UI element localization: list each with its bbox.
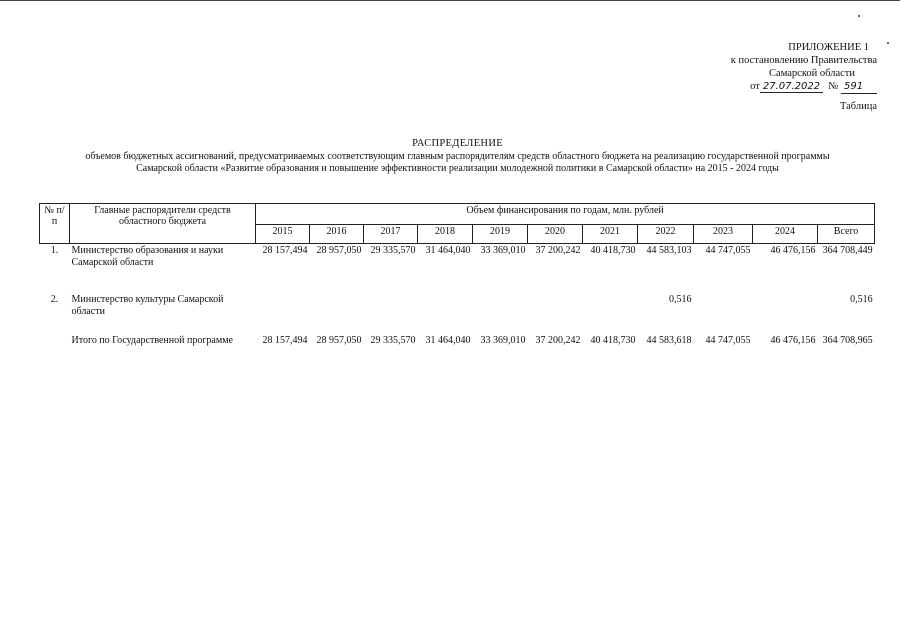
table-row xyxy=(40,293,875,318)
appendix-reference: к постановлению Правительства xyxy=(730,55,877,66)
row-value xyxy=(528,293,583,318)
header-year: 2021 xyxy=(583,225,638,244)
table-total-row xyxy=(40,334,875,348)
appendix-block xyxy=(731,41,877,94)
row-value: 29 335,570 xyxy=(370,245,416,256)
scan-speck xyxy=(887,42,889,44)
total-value: 46 476,156 xyxy=(770,335,816,346)
row-total: 0,516 xyxy=(850,294,873,305)
row-value xyxy=(694,293,753,318)
row-value: 40 418,730 xyxy=(590,245,636,256)
total-value: 44 747,055 xyxy=(705,335,751,346)
row-value: 0,516 xyxy=(669,294,692,305)
appendix-region: Самарской области xyxy=(769,68,855,79)
row-index: 2. xyxy=(50,294,59,305)
row-value: 44 583,103 xyxy=(646,245,692,256)
handwritten-number: 591 xyxy=(844,81,864,92)
header-year: 2024 xyxy=(753,225,818,244)
row-value xyxy=(256,293,310,318)
heading-line-2: Самарской области «Развитие образования и повышение эффективности реализации молодежной политики в Самарской области» на 2015 - 2024 годы xyxy=(136,163,779,174)
row-total: 364 708,449 xyxy=(822,245,873,256)
scan-speck xyxy=(858,15,860,17)
header-year: 2022 xyxy=(638,225,694,244)
row-value: 44 747,055 xyxy=(705,245,751,256)
table-row xyxy=(40,244,875,270)
row-value xyxy=(364,293,418,318)
date-prefix: от xyxy=(750,81,760,92)
header-group: Объем финансирования по годам, млн. рублей xyxy=(256,204,875,225)
header-year: 2019 xyxy=(473,225,528,244)
total-value: 28 157,494 xyxy=(262,335,308,346)
header-year: 2023 xyxy=(694,225,753,244)
row-index: 1. xyxy=(50,245,59,256)
appendix-date-line xyxy=(731,80,877,94)
row-value xyxy=(310,293,364,318)
header-year: 2018 xyxy=(418,225,473,244)
row-value: 46 476,156 xyxy=(770,245,816,256)
header-year: 2016 xyxy=(310,225,364,244)
total-value: 28 957,050 xyxy=(316,335,362,346)
total-value: 33 369,010 xyxy=(480,335,526,346)
document-heading xyxy=(40,138,875,176)
header-year: 2017 xyxy=(364,225,418,244)
heading-line-1: объемов бюджетных ассигнований, предусматриваемых соответствующим главным распорядителям средств областного бюджета на реализацию государственной программы xyxy=(85,150,830,162)
header-index: № п/п xyxy=(40,204,70,244)
row-value xyxy=(418,293,473,318)
row-value: 37 200,242 xyxy=(535,245,581,256)
header-total: Всего xyxy=(818,225,875,244)
total-grand: 364 708,965 xyxy=(822,335,873,346)
row-spacer xyxy=(40,269,875,293)
total-value: 29 335,570 xyxy=(370,335,416,346)
total-value: 40 418,730 xyxy=(590,335,636,346)
total-value: 31 464,040 xyxy=(425,335,471,346)
row-spacer xyxy=(40,318,875,334)
handwritten-date: 27.07.2022 xyxy=(760,81,823,93)
row-name: Министерство культуры Самарской области xyxy=(71,294,224,317)
row-value xyxy=(583,293,638,318)
header-year: 2015 xyxy=(256,225,310,244)
header-name: Главные распорядители средств областного бюджета xyxy=(70,204,256,244)
table-label: Таблица xyxy=(839,101,877,112)
header-year: 2020 xyxy=(528,225,583,244)
appendix-title: ПРИЛОЖЕНИЕ 1 xyxy=(788,42,869,53)
total-index xyxy=(40,334,70,348)
number-prefix: № xyxy=(828,81,839,92)
row-value xyxy=(473,293,528,318)
table-header-row xyxy=(40,204,875,225)
budget-table xyxy=(39,203,875,348)
total-value: 44 583,618 xyxy=(646,335,692,346)
row-name: Министерство образования и науки Самарской области xyxy=(71,245,224,268)
total-label: Итого по Государственной программе xyxy=(71,335,233,346)
heading-title: РАСПРЕДЕЛЕНИЕ xyxy=(412,138,503,149)
row-value: 31 464,040 xyxy=(425,245,471,256)
row-value: 33 369,010 xyxy=(480,245,526,256)
row-value xyxy=(753,293,818,318)
total-value: 37 200,242 xyxy=(535,335,581,346)
page-top-border xyxy=(0,0,900,1)
row-value: 28 157,494 xyxy=(262,245,308,256)
row-value: 28 957,050 xyxy=(316,245,362,256)
